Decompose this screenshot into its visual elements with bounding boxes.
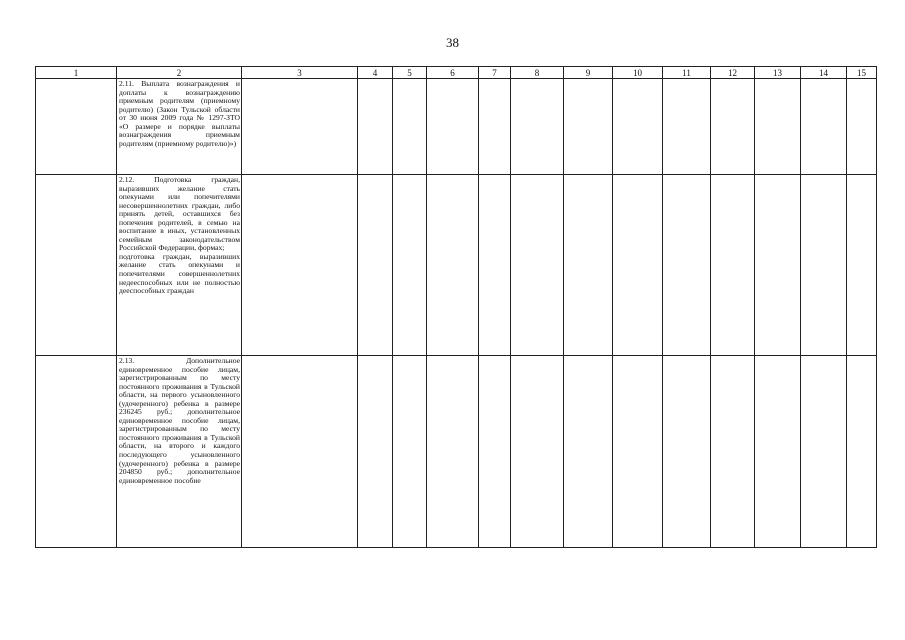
column-header: 8 bbox=[511, 67, 564, 79]
table-cell bbox=[511, 79, 564, 175]
table-row bbox=[36, 79, 877, 175]
table-cell bbox=[511, 356, 564, 548]
column-header: 12 bbox=[711, 67, 755, 79]
table-cell bbox=[479, 79, 511, 175]
table-cell bbox=[358, 356, 393, 548]
column-header: 15 bbox=[847, 67, 877, 79]
column-header: 10 bbox=[613, 67, 663, 79]
table-cell bbox=[358, 175, 393, 356]
column-header: 6 bbox=[427, 67, 479, 79]
column-number-row bbox=[36, 67, 877, 79]
table-cell bbox=[801, 175, 847, 356]
table-cell bbox=[755, 356, 801, 548]
table-cell bbox=[847, 79, 877, 175]
table-row bbox=[36, 356, 877, 548]
table-cell bbox=[242, 356, 358, 548]
table-row bbox=[36, 175, 877, 356]
table-cell bbox=[613, 356, 663, 548]
table-cell bbox=[711, 175, 755, 356]
table-cell bbox=[36, 175, 117, 356]
row-description: 2.11. Выплата вознаграждения и доплаты к вознаграждению приемным родителям (приемному родителю) (Закон Тульской области от 30 июня 2009 года № 1297-ЗТО «О размере и порядке выплаты вознаграждения приемным родителям (приемному родителю)») bbox=[119, 79, 240, 148]
column-header: 11 bbox=[663, 67, 711, 79]
column-header: 1 bbox=[36, 67, 117, 79]
row-description: 2.13. Дополнительное единовременное пособие лицам, зарегистрированным по месту постоянного проживания в Тульской области, на первого усыновленного (удочеренного) ребенка в размере 236245 руб.; дополнительное единовременное пособие лицам, зарегистрированным по месту постоянного проживания в Тульской области, на второго и каждого последующего усыновленного (удочеренного) ребенка в размере 204850 руб.; дополнительное единовременное пособие bbox=[119, 356, 240, 485]
table-cell bbox=[393, 175, 427, 356]
column-header: 9 bbox=[564, 67, 613, 79]
column-header: 13 bbox=[755, 67, 801, 79]
table-cell bbox=[564, 356, 613, 548]
table-cell bbox=[755, 79, 801, 175]
column-header: 5 bbox=[393, 67, 427, 79]
table-cell bbox=[242, 79, 358, 175]
table-cell bbox=[847, 175, 877, 356]
column-header: 14 bbox=[801, 67, 847, 79]
table-cell bbox=[613, 175, 663, 356]
page-number: 38 bbox=[446, 35, 459, 50]
table-cell bbox=[117, 175, 242, 356]
table-cell bbox=[36, 356, 117, 548]
table-cell bbox=[117, 79, 242, 175]
report-table bbox=[35, 66, 877, 548]
table-cell bbox=[427, 356, 479, 548]
table-cell bbox=[613, 79, 663, 175]
table-cell bbox=[564, 175, 613, 356]
table-cell bbox=[36, 79, 117, 175]
table-cell bbox=[755, 175, 801, 356]
table-cell bbox=[564, 79, 613, 175]
table-cell bbox=[511, 175, 564, 356]
table-cell bbox=[242, 175, 358, 356]
row-description: 2.12. Подготовка граждан, выразивших желание стать опекунами или попечителями несовершеннолетних граждан, либо принять детей, оставшихся без попечения родителей, в семью на воспитание в иных, установленных семейным законодательством Российской Федерации, формах; подготовка граждан, выразивших желание стать опекунами и попечителями совершеннолетних недееспособных или не полностью дееспособных граждан bbox=[119, 175, 240, 296]
table-cell bbox=[801, 356, 847, 548]
table-cell bbox=[393, 79, 427, 175]
column-header: 2 bbox=[117, 67, 242, 79]
column-header: 7 bbox=[479, 67, 511, 79]
table-cell bbox=[117, 356, 242, 548]
table-cell bbox=[393, 356, 427, 548]
table-cell bbox=[663, 175, 711, 356]
table-cell bbox=[847, 356, 877, 548]
table-cell bbox=[663, 79, 711, 175]
table-cell bbox=[663, 356, 711, 548]
table-cell bbox=[427, 79, 479, 175]
table-cell bbox=[801, 79, 847, 175]
table-cell bbox=[711, 79, 755, 175]
table-cell bbox=[427, 175, 479, 356]
column-header: 4 bbox=[358, 67, 393, 79]
column-header: 3 bbox=[242, 67, 358, 79]
table-cell bbox=[358, 79, 393, 175]
table-cell bbox=[479, 356, 511, 548]
table-cell bbox=[479, 175, 511, 356]
table-cell bbox=[711, 356, 755, 548]
